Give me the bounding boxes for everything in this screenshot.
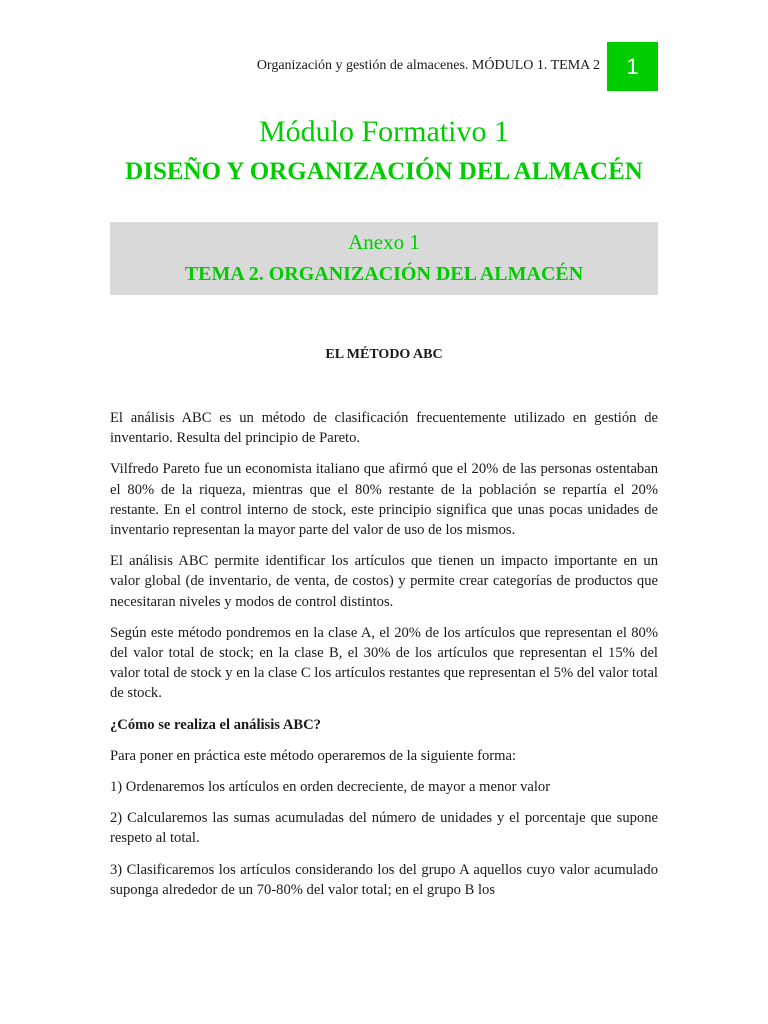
section-heading: EL MÉTODO ABC [325,347,443,362]
document-body [110,408,658,911]
list-item: 1) Ordenaremos los artículos en orden decreciente, de mayor a menor valor [110,779,551,796]
list-item: 2) Calcularemos las sumas acumuladas del número de unidades y el porcentaje que supone respeto al total. [110,810,658,847]
annex-banner [110,222,658,295]
subheading: ¿Cómo se realiza el análisis ABC? [110,716,321,733]
paragraph: Según este método pondremos en la clase A, el 20% de los artículos que representan el 80% del valor total de stock; en la clase B, el 30% de los artículos que representan el 15% del valor total de stock y en la clase C los artículos restantes que representan el 5% del valor total de stock. [110,624,658,702]
paragraph: Vilfredo Pareto fue un economista italiano que afirmó que el 20% de las personas ostentaban el 80% de la riqueza, mientras que el 80% restante de la población se repartía el 20% restante. En el control interno de stock, este principio significa que unas pocas unidades de inventario representan la mayor parte del valor de uso de los mismos. [110,461,658,539]
module-title: Módulo Formativo 1 [258,115,509,148]
module-subtitle: DISEÑO Y ORGANIZACIÓN DEL ALMACÉN [125,158,643,185]
paragraph: Para poner en práctica este método operaremos de la siguiente forma: [110,747,517,764]
running-header-title: Organización y gestión de almacenes. MÓDULO 1. TEMA 2 [256,58,600,73]
page-number-badge: 1 [607,42,658,91]
annex-topic: TEMA 2. ORGANIZACIÓN DEL ALMACÉN [184,263,584,285]
annex-label: Anexo 1 [348,230,420,254]
running-header [110,42,658,91]
paragraph: El análisis ABC es un método de clasificación frecuentemente utilizado en gestión de inventario. Resulta del principio de Pareto. [110,410,658,447]
list-item: 3) Clasificaremos los artículos considerando los del grupo A aquellos cuyo valor acumulado suponga alrededor de un 70-80% del valor total; en el grupo B los [110,861,658,898]
paragraph: El análisis ABC permite identificar los artículos que tienen un impacto importante en un valor global (de inventario, de venta, de costos) y permite crear categorías de productos que necesitaran niveles y modos de control distintos. [110,553,658,610]
